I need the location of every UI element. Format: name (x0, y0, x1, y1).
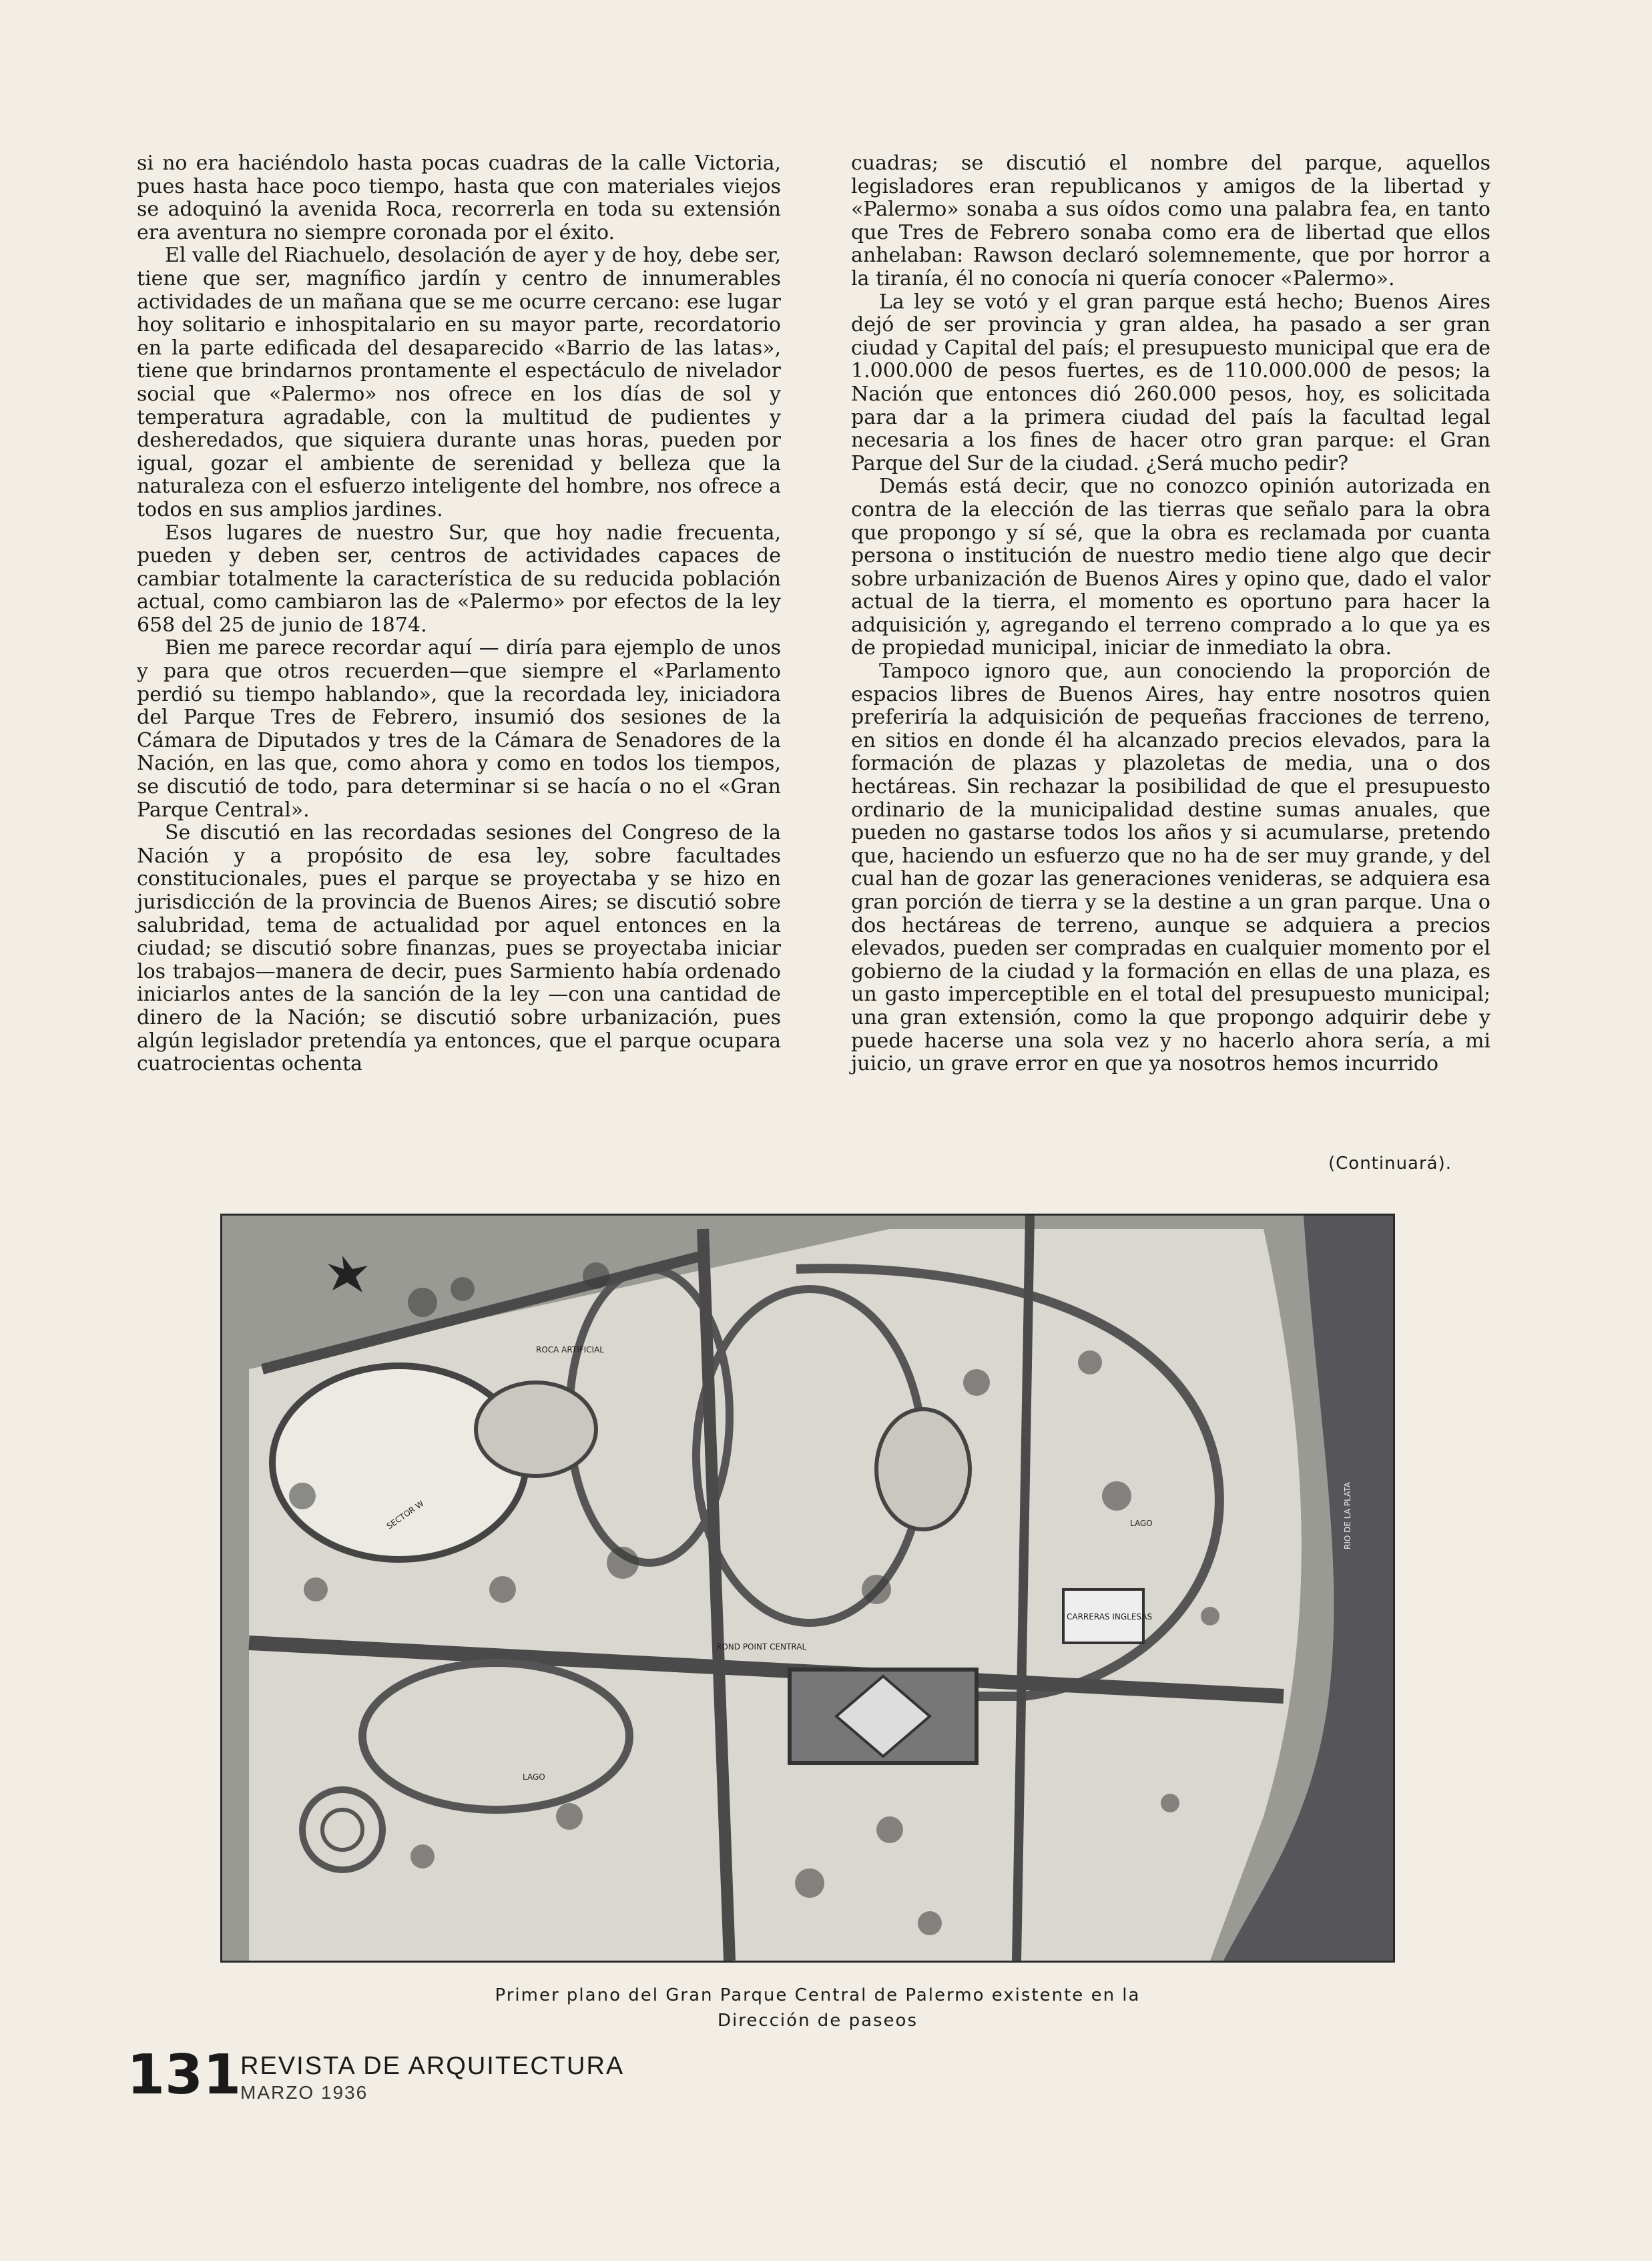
paragraph: El valle del Riachuelo, desolación de ayer y de hoy, debe ser, tiene que ser, magnífico jardín y centro de innumerables actividades de un mañana que se me ocurre cercano: ese lugar hoy solitario e inhospitalario en su mayor parte, recordatorio en la parte edificada del desaparecido «Barrio de las latas», tiene que brindarnos prontamente el espectáculo de nivelador social que «Palermo» nos ofrece en los días de sol y temperatura agradable, con la multitud de pudientes y desheredados, que siquiera durante unas horas, pueden por igual, gozar el ambiente de serenidad y belleza que la naturaleza con el esfuerzo inteligente del hombre, nos ofrece a todos en sus amplios jardines. (137, 244, 781, 521)
park-plan-map (222, 1216, 1393, 1961)
paragraph: La ley se votó y el gran parque está hecho; Buenos Aires dejó de ser provincia y gran aldea, ha pasado a ser gran ciudad y Capital del país; el presupuesto municipal que era de 1.000.000 de pesos fuertes, es de 110.000.000 de pesos; la Nación que entonces dió 260.000 pesos, hoy, es solicitada para dar a la primera ciudad del país la facultad legal necesaria a los fines de hacer otro gran parque: el Gran Parque del Sur de la ciudad. ¿Será mucho pedir? (851, 290, 1490, 475)
map-label: RIO DE LA PLATA (1343, 1482, 1352, 1549)
paragraph: Esos lugares de nuestro Sur, que hoy nadie frecuenta, pueden y deben ser, centros de actividades capaces de cambiar totalmente la característica de su reducida población actual, como cambiaron las de «Palermo» por efectos de la ley 658 del 25 de junio de 1874. (137, 521, 781, 637)
paragraph: Tampoco ignoro que, aun conociendo la proporción de espacios libres de Buenos Aires, hay entre nosotros quien preferiría la adquisición de pequeñas fracciones de terreno, en sitios en donde él ha alcanzado precios elevados, para la formación de plazas y plazoletas de media, una o dos hectáreas. Sin rechazar la posibilidad de que el presupuesto ordinario de la municipalidad destine sumas anuales, que pueden no gastarse todos los años y si acumularse, pretendo que, haciendo un esfuerzo que no ha de ser muy grande, y del cual han de gozar las generaciones venideras, se adquiera esa gran porción de tierra y se la destine a un gran parque. Una o dos hectáreas de terreno, aunque se adquiera a precios elevados, pueden ser compradas en cualquier momento por el gobierno de la ciudad y la formación en ellas de una plaza, es un gasto imperceptible en el total del presupuesto municipal; una gran extensión, como la que propongo adquirir debe y puede hacerse una sola vez y no hacerlo ahora sería, a mi juicio, un grave error en que ya nosotros hemos incurrido (851, 660, 1490, 1076)
park-plan-figure (220, 1214, 1395, 1963)
paragraph: cuadras; se discutió el nombre del parque, aquellos legisladores eran republicanos y amigos de la libertad y «Palermo» sonaba a sus oídos como una palabra fea, en tanto que Tres de Febrero sonaba como era de libertad que ellos anhelaban: Rawson declaró solemnemente, que por horror a la tiranía, él no conocía ni quería conocer «Palermo». (851, 152, 1490, 290)
caption-line: Primer plano del Gran Parque Central de Palermo existente en la (495, 1985, 1141, 2005)
journal-title: REVISTA DE ARQUITECTURA (240, 2052, 625, 2080)
paragraph: Bien me parece recordar aquí — diría para ejemplo de unos y para que otros recuerden—que siempre el «Parlamento perdió su tiempo hablando», que la recordada ley, iniciadora del Parque Tres de Febrero, insumió dos sesiones de la Cámara de Diputados y tres de la Cámara de Senadores de la Nación, en las que, como ahora y como en todos los tiempos, se discutió de todo, para determinar si se hacía o no el «Gran Parque Central». (137, 636, 781, 822)
right-text-column (851, 152, 1490, 1076)
map-label: SECTOR W (384, 1499, 426, 1531)
paragraph: Demás está decir, que no conozco opinión autorizada en contra de la elección de las tierras que señalo para la obra que propongo y sí sé, que la obra es reclamada por cuanta persona o institución de nuestro medio tiene algo que decir sobre urbanización de Buenos Aires y opino que, dado el valor actual de la tierra, el momento es oportuno para hacer la adquisición y, agregando el terreno comprado a lo que ya es de propiedad municipal, iniciar de inmediato la obra. (851, 475, 1490, 660)
figure-caption (374, 1983, 1262, 2033)
map-label: CARRERAS INGLESAS (1067, 1612, 1153, 1621)
map-label: LAGO (523, 1772, 545, 1782)
map-label: LAGO (1130, 1519, 1153, 1528)
map-label: ROCA ARTIFICIAL (536, 1345, 604, 1354)
left-text-column (137, 152, 781, 1076)
page-number: 131 (127, 2043, 242, 2107)
issue-date: MARZO 1936 (240, 2082, 368, 2103)
caption-line: Dirección de paseos (717, 2011, 918, 2031)
paragraph: si no era haciéndolo hasta pocas cuadras de la calle Victoria, pues hasta hace poco tiempo, hasta que con materiales viejos se adoquinó la avenida Roca, recorrerla en toda su extensión era aventura no siempre coronada por el éxito. (137, 152, 781, 244)
continuation-note: (Continuará). (1328, 1154, 1452, 1174)
paragraph: Se discutió en las recordadas sesiones del Congreso de la Nación y a propósito de esa ley, sobre facultades constitucionales, pues el parque se proyectaba y se hizo en jurisdicción de la provincia de Buenos Aires; se discutió sobre salubridad, tema de actualidad por aquel entonces en la ciudad; se discutió sobre finanzas, pues se proyectaba iniciar los trabajos—manera de decir, pues Sarmiento había ordenado iniciarlos antes de la sanción de la ley —con una cantidad de dinero de la Nación; se discutió sobre urbanización, pues algún legislador pretendía ya entonces, que el parque ocupara cuatrocientas ochenta (137, 821, 781, 1076)
map-label: ROND POINT CENTRAL (716, 1642, 807, 1652)
